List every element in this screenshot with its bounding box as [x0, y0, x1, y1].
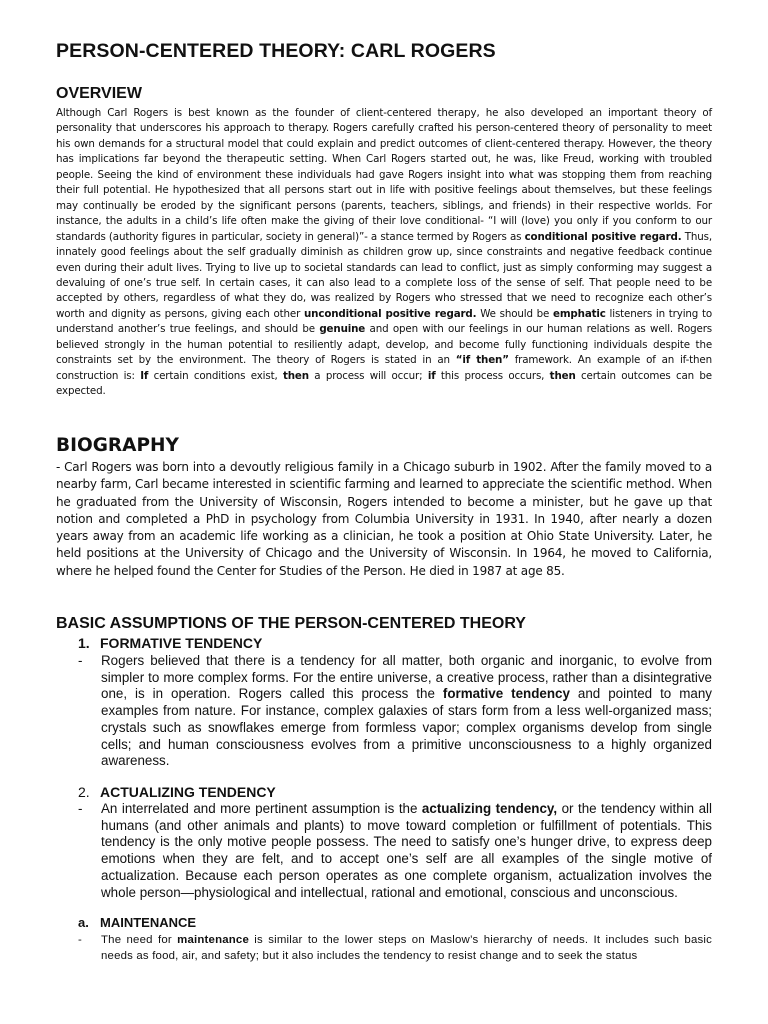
- overview-text-3: We should be: [476, 307, 554, 320]
- item-text-1: An interrelated and more pertinent assumption is the: [101, 801, 422, 816]
- bullet-dash: -: [78, 801, 83, 816]
- actualizing-tendency-text: [101, 801, 712, 901]
- overview-text-6: framework. An example of an if-then construction is:: [56, 354, 712, 382]
- actualizing-tendency-heading: [78, 784, 276, 800]
- then-term-2: then: [549, 369, 576, 382]
- assumptions-heading: BASIC ASSUMPTIONS OF THE PERSON-CENTERED THEORY: [56, 615, 526, 632]
- sub-item-letter: a.: [78, 915, 89, 930]
- overview-text-4: listeners in trying to understand another’s true feelings, and should be: [56, 307, 712, 336]
- then-term: then: [282, 369, 309, 382]
- if-then-term: “if then”: [455, 354, 509, 367]
- emphatic-term: emphatic: [553, 307, 606, 320]
- unconditional-positive-regard-term: unconditional positive regard.: [304, 307, 477, 320]
- maintenance-item: [78, 932, 712, 964]
- overview-text-8: a process will occur;: [308, 369, 428, 382]
- maintenance-term: maintenance: [177, 934, 249, 946]
- formative-tendency-item: [78, 653, 712, 770]
- item-number: 1.: [78, 635, 90, 651]
- item-text-2: is similar to the lower steps on Maslow’s hierarchy of needs. It includes such basic needs as food, air, and safety; but it also includes the tendency to resist change and to seek the status: [101, 934, 712, 962]
- genuine-term: genuine: [319, 323, 366, 336]
- conditional-positive-regard-term: conditional positive regard.: [524, 230, 682, 243]
- item-text-2: or the tendency within all humans (and other animals and plants) to move toward completion or fulfillment of potentials. This tendency is the only motive people possess. The need to satisfy one’s hunger drive, to express deep emotions when they are felt, and to accept one’s self are all examples of the single motive of actualization. Because each person operates as one complete organism, actualization involves the whole person—physiological and intellectual, rational and emotional, conscious and unconscious.: [101, 801, 712, 900]
- actualizing-tendency-item: [78, 801, 712, 901]
- item-text-2: and pointed to many examples from nature. For instance, complex galaxies of stars form from a less well-organized mass; crystals such as snowflakes emerge from formless vapor; complex organisms develop from single cells; and human consciousness evolves from a primitive unconsciousness to a highly organized awareness.: [101, 686, 712, 769]
- overview-text-9: this process occurs,: [435, 369, 550, 382]
- if-term: If: [140, 369, 149, 382]
- item-text-1: Rogers believed that there is a tendency for all matter, both organic and inorganic, to evolve from simpler to more complex forms. For the entire universe, a creative process, rather than a disintegrative one, is in operation. Rogers called this process the: [101, 653, 712, 702]
- maintenance-heading: [78, 915, 196, 930]
- overview-text-2: Thus, innately good feelings about the self gradually diminish as children grow up, since constraints and negative feedback continue even during their adult lives. Trying to live up to societal standards can lead to conflict, just as simply conforming may suggest a devaluing of one’s true self. In certain cases, it can also lead to a complete loss of the sense of self. That people need to be accepted by others, regardless of what they do, was realized by Rogers who stressed that we need to recognize each other’s worth and dignity as persons, giving each other: [56, 230, 712, 320]
- bullet-dash: -: [78, 934, 82, 946]
- overview-text-5: and open with our feelings in our human relations as well. Rogers believed strongly in the human potential to resiliently adapt, develop, and become fully functioning individuals despite the constraints set by the environment. The theory of Rogers is stated in an: [56, 323, 712, 367]
- formative-tendency-term: formative tendency: [442, 686, 570, 702]
- item-number: 2.: [78, 784, 90, 800]
- sub-item-title: MAINTENANCE: [100, 915, 197, 930]
- item-title: ACTUALIZING TENDENCY: [100, 784, 276, 800]
- page-title: PERSON-CENTERED THEORY: CARL ROGERS: [56, 40, 496, 62]
- item-title: FORMATIVE TENDENCY: [100, 635, 263, 651]
- formative-tendency-heading: [78, 635, 262, 651]
- formative-tendency-text: [101, 653, 712, 770]
- overview-text-1: Although Carl Rogers is best known as the founder of client-centered therapy, he also developed an important theory of personality that underscores his approach to therapy. Rogers carefully crafted his person-centered theory of personality to meet his own demands for a structural model that could explain and predict outcomes of client-centered therapy. However, the theory has implications far beyond the therapeutic setting. When Carl Rogers started out, he was, like Freud, working with troubled people. Seeing the kind of environment these individuals had gave Rogers insight into what was stopping them from reaching their full potential. He hypothesized that all persons start out in life with positive feelings about themselves, but these feelings may continually be eroded by the significant persons (parents, teachers, siblings, and friends) in their respective worlds. For instance, the adults in a child’s life often make the giving of their love conditional- “I will (love) you only if you conform to our standards (authority figures in particular, society in general)”- a stance termed by Rogers as: [56, 107, 712, 243]
- item-text-1: The need for: [101, 934, 178, 946]
- biography-paragraph: - Carl Rogers was born into a devoutly religious family in a Chicago suburb in 1902. After the family moved to a nearby farm, Carl became interested in scientific farming and learned to appreciate the scientific method. When he graduated from the University of Wisconsin, Rogers intended to become a minister, but he gave up that notion and completed a PhD in psychology from Columbia University in 1931. In 1940, after nearly a dozen years away from an academic life working as a clinician, he took a position at Ohio State University. Later, he held positions at the University of Chicago and the University of Wisconsin. In 1964, he moved to California, where he helped found the Center for Studies of the Person. He died in 1987 at age 85.: [56, 460, 712, 578]
- overview-text-10: certain outcomes can be expected.: [56, 369, 712, 398]
- maintenance-text: [101, 932, 712, 964]
- overview-text-7: certain conditions exist,: [148, 369, 283, 382]
- overview-heading: OVERVIEW: [56, 85, 142, 102]
- if-term-2: if: [427, 369, 436, 382]
- biography-heading: BIOGRAPHY: [56, 435, 179, 456]
- bullet-dash: -: [78, 653, 83, 668]
- overview-paragraph: [56, 106, 712, 400]
- actualizing-tendency-term: actualizing tendency,: [421, 801, 558, 816]
